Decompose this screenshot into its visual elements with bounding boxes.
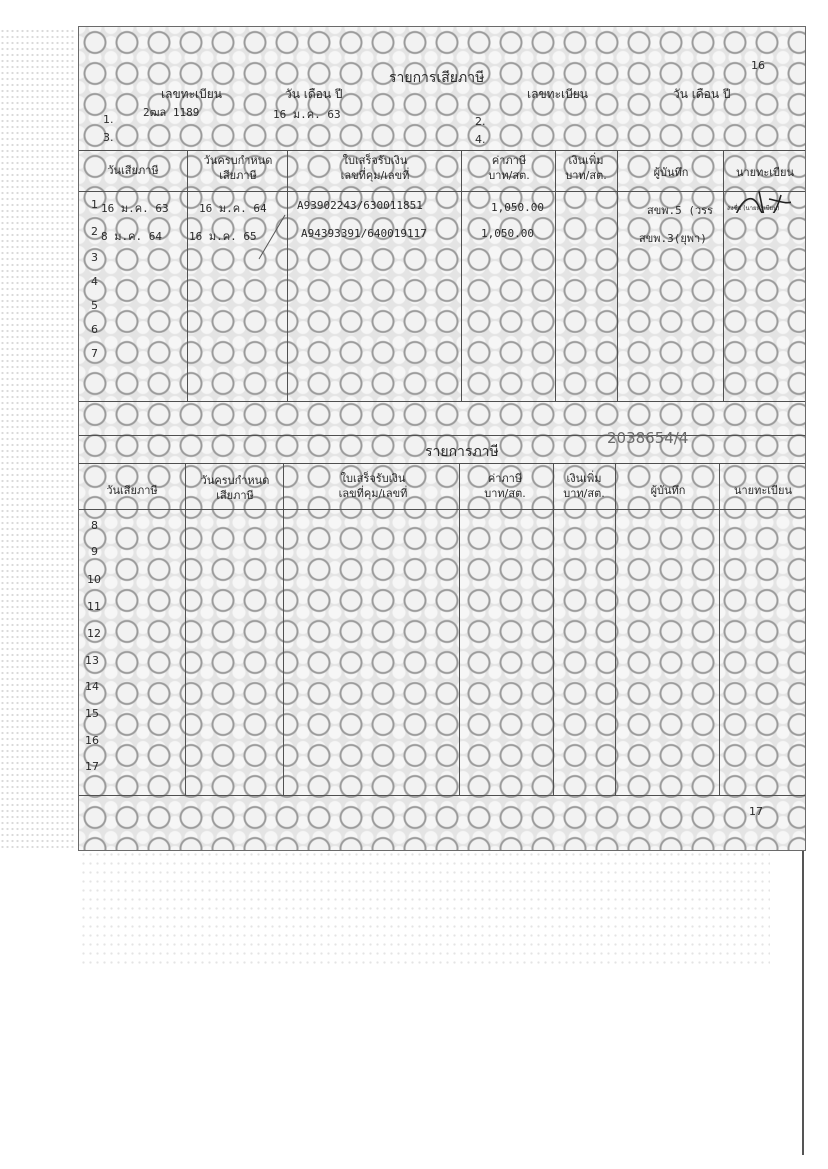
header-registrar: นายทะเบียน [733,484,792,497]
page-edge [802,840,804,1155]
section-separator [79,435,805,436]
row1-date-paid: 16 ม.ค. 63 [101,202,169,215]
table2-col-divider [459,463,460,795]
row-number: 4 [91,275,98,288]
slot-2: 2. [475,115,486,128]
table1-col-divider [287,150,288,401]
row1-recorder: สขพ.5 (วรร [647,204,713,217]
row-number: 16 [85,734,99,747]
row-number: 15 [85,707,99,720]
header-tax: ค่าภาษี บาท/สต. [488,154,530,182]
section1-title: รายการเสียภาษี [389,70,485,86]
header-surcharge: เงินเพิ่ม บาท/สต. [565,154,607,182]
slot-1: 1. [103,113,114,126]
header-registrar: นายทะเบียน [735,166,794,179]
row1-registrar: ลงชื่อ (นายทะเบียน) [727,205,780,212]
section2-title: รายการภาษี [425,444,499,460]
registration-date: 16 ม.ค. 63 [273,108,341,121]
row-number: 8 [91,519,98,532]
row2-date-paid: 8 ม.ค. 64 [101,230,162,243]
registration-number: 2ฒล 1189 [143,106,200,119]
row1-due-date: 16 ม.ค. 64 [199,202,267,215]
row-number: 13 [85,654,99,667]
reg-label-1: เลขทะเบียน [161,87,222,101]
table1-col-divider [617,150,618,401]
row2-tax: 1,050.00 [481,227,534,240]
row2-recorder: สขพ.3(ยุพา) [639,232,707,245]
header-tax: ค่าภาษี บาท/สต. [484,472,526,500]
header-receipt: ใบเสร็จรับเงิน เลขที่คุม/เลขที่ [340,154,410,182]
table2-col-divider [719,463,720,795]
header-date-paid: วันเสียภาษี [106,484,158,497]
stamped-number: 2038654/4 [607,429,689,447]
table2-header-border [79,509,805,510]
table2-col-divider [283,463,284,795]
page-number-top: 16 [751,59,765,72]
table1-col-divider [555,150,556,401]
table1-col-divider [461,150,462,401]
header-date-paid: วันเสียภาษี [107,164,159,177]
table1-col-divider [187,150,188,401]
date-label-2: วัน เดือน ปี [673,87,731,101]
header-recorder: ผู้บันทึก [653,166,689,179]
header-due-date: วันครบกำหนด เสียภาษี [203,154,273,182]
table2-col-divider [185,463,186,795]
row-number: 1 [91,198,98,211]
registrar-signature [729,187,791,213]
reg-label-2: เลขทะเบียน [527,87,588,101]
row-number: 12 [87,627,101,640]
table1-bottom-border [79,401,805,402]
strike-mark [255,213,289,263]
tax-record-page [78,26,806,851]
row-number: 17 [85,760,99,773]
header-due-date: วันครบกำหนด เสียภาษี [200,474,270,502]
date-label-1: วัน เดือน ปี [285,87,343,101]
table2-top-border [79,463,805,464]
row-number: 5 [91,299,98,312]
header-surcharge: เงินเพิ่ม บาท/สต. [563,472,605,500]
row-number: 9 [91,545,98,558]
row-number: 3 [91,251,98,264]
row-number: 2 [91,225,98,238]
row-number: 6 [91,323,98,336]
row-number: 14 [85,680,99,693]
row1-receipt: A93902243/630011851 [297,199,423,212]
row2-receipt: A94393391/640019117 [301,227,427,240]
page-number-bottom: 17 [749,805,763,818]
table2-col-divider [615,463,616,795]
scan-noise-left [0,28,76,848]
slot-3: 3. [103,131,114,144]
scan-noise-bottom [80,850,770,970]
row1-tax: 1,050.00 [491,201,544,214]
row2-due-date: 16 ม.ค. 65 [189,230,257,243]
table2-col-divider [553,463,554,795]
row-number: 11 [87,600,101,613]
header-receipt: ใบเสร็จรับเงิน เลขที่คุม/เลขที่ [338,472,408,500]
table1-col-divider [723,150,724,401]
table2-bottom-border [79,795,805,796]
row-number: 10 [87,573,101,586]
header-recorder: ผู้บันทึก [650,484,686,497]
row-number: 7 [91,347,98,360]
slot-4: 4. [475,133,486,146]
